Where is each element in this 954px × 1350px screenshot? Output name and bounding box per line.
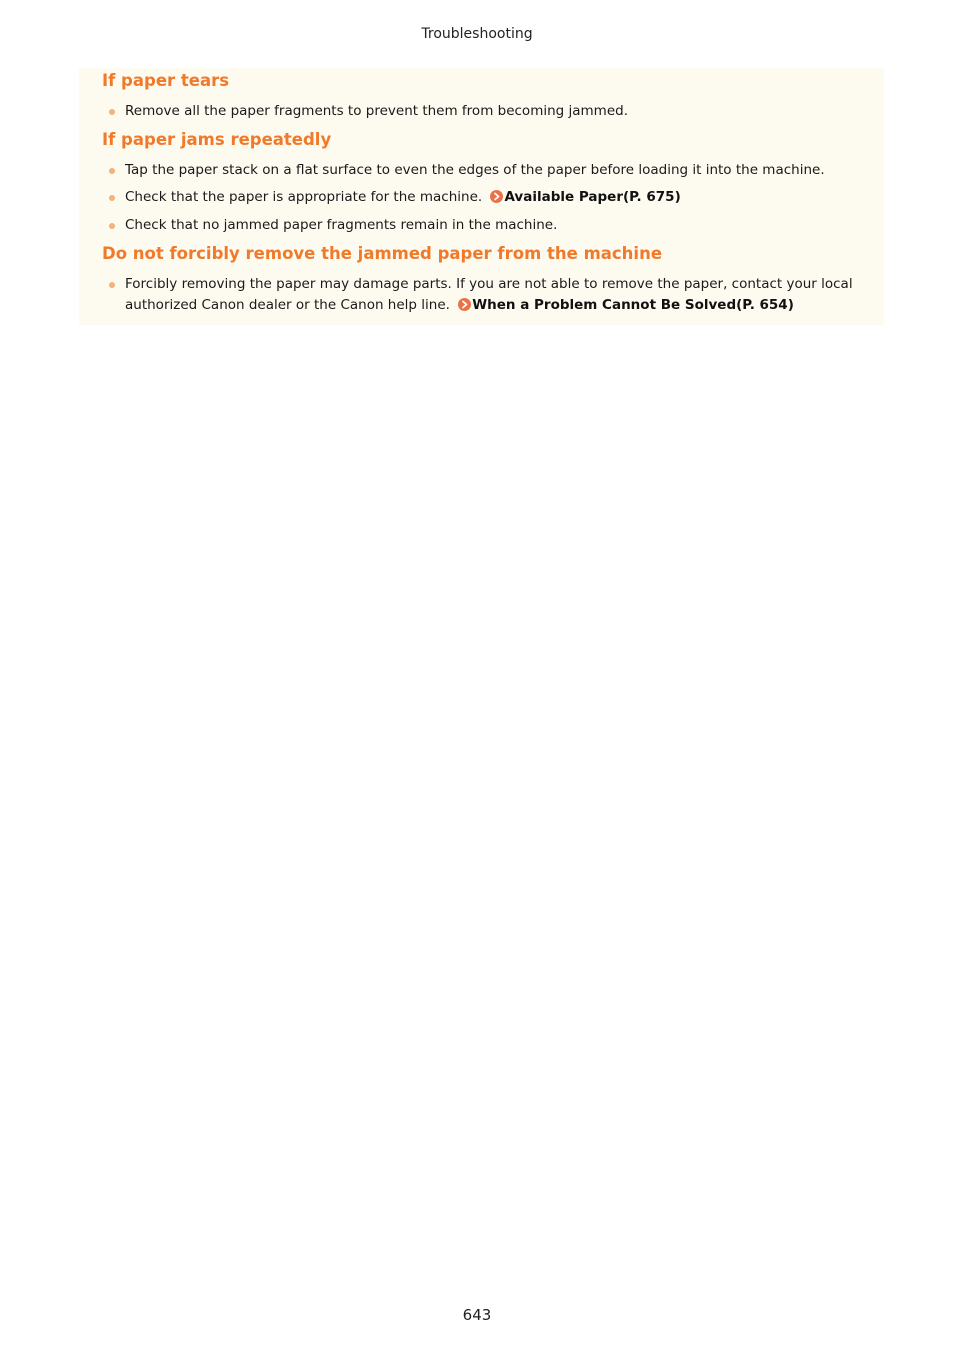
available-paper-link[interactable]: Available Paper(P. 675): [504, 189, 681, 205]
arrow-link-icon: [458, 298, 471, 311]
list-item-text: Remove all the paper fragments to prevent them from becoming jammed.: [125, 103, 629, 119]
list-item: [102, 274, 862, 316]
list-item-text: Check that no jammed paper fragments remain in the machine.: [125, 217, 558, 233]
heading-if-paper-jams-repeatedly: If paper jams repeatedly: [102, 130, 332, 149]
page-number: 643: [462, 1306, 492, 1324]
arrow-link-icon: [490, 190, 503, 203]
list-item: [102, 215, 862, 236]
bullet-icon: [109, 282, 115, 288]
list-item: [102, 160, 862, 181]
list-item-text: Check that the paper is appropriate for the machine.: [125, 189, 483, 205]
page-header-section-title: Troubleshooting: [421, 26, 533, 42]
heading-if-paper-tears: If paper tears: [102, 71, 230, 90]
list-item-text-line1: Forcibly removing the paper may damage parts. If you are not able to remove the paper, contact your local: [125, 276, 853, 292]
bullet-icon: [109, 223, 115, 229]
bullet-icon: [109, 109, 115, 115]
list-item-text: Tap the paper stack on a flat surface to even the edges of the paper before loading it into the machine.: [125, 162, 825, 178]
bullet-icon: [109, 195, 115, 201]
heading-do-not-forcibly-remove: Do not forcibly remove the jammed paper from the machine: [102, 244, 663, 263]
list-item: [102, 101, 862, 122]
bullet-icon: [109, 168, 115, 174]
list-item: [102, 187, 862, 208]
troubleshooting-note-box: [79, 68, 884, 325]
problem-cannot-be-solved-link[interactable]: When a Problem Cannot Be Solved(P. 654): [472, 297, 794, 313]
list-item-text-line2: authorized Canon dealer or the Canon help line.: [125, 297, 450, 313]
